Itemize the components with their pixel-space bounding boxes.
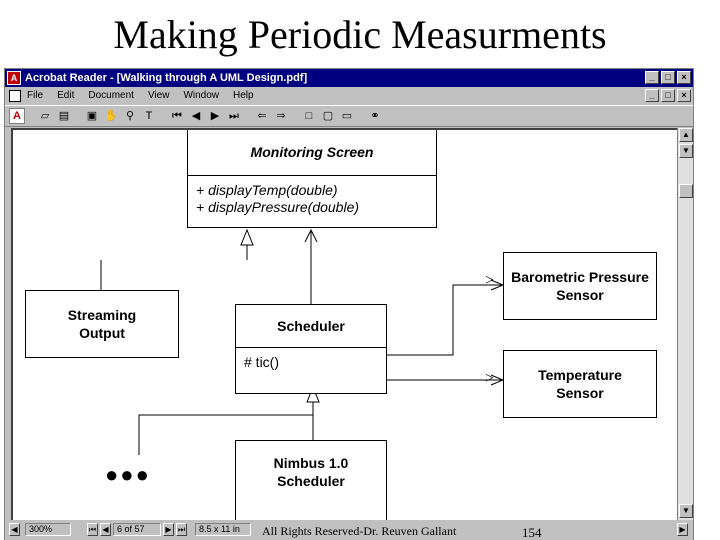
scroll-bottom-icon[interactable]: ▼ bbox=[679, 504, 693, 518]
next-page-icon[interactable]: ▶ bbox=[210, 110, 220, 122]
menubar bbox=[5, 87, 693, 105]
close-button[interactable]: × bbox=[677, 71, 691, 84]
menu-view[interactable]: View bbox=[147, 90, 170, 101]
last-page-icon[interactable]: ⏭ bbox=[229, 110, 239, 122]
association-arrow-label: > bbox=[485, 370, 495, 387]
print-icon[interactable]: ▤ bbox=[58, 110, 70, 122]
page-size-field: 8.5 x 11 in bbox=[195, 523, 251, 536]
method-display-pressure: + displayPressure(double) bbox=[196, 199, 360, 215]
document-view[interactable] bbox=[11, 128, 677, 520]
maximize-button[interactable]: □ bbox=[661, 71, 675, 84]
page-only-icon[interactable]: ▣ bbox=[86, 110, 98, 122]
class-name: Nimbus 1.0 Scheduler bbox=[273, 455, 349, 489]
last-page-button[interactable]: ⏭ bbox=[177, 525, 186, 534]
minimize-button[interactable]: _ bbox=[645, 71, 659, 84]
find-icon[interactable]: ⚭ bbox=[370, 110, 380, 122]
menu-document[interactable]: Document bbox=[88, 90, 134, 101]
class-nimbus-scheduler bbox=[235, 440, 387, 520]
class-methods bbox=[188, 175, 436, 222]
hand-icon[interactable]: ✋ bbox=[104, 110, 118, 122]
doc-minimize-button[interactable]: _ bbox=[645, 89, 659, 102]
window-titlebar[interactable] bbox=[5, 69, 693, 87]
acrobat-app-icon[interactable]: A bbox=[7, 71, 21, 85]
menu-window[interactable]: Window bbox=[183, 90, 220, 101]
fit-width-icon[interactable]: ▭ bbox=[341, 110, 353, 122]
association-arrow-label: > bbox=[485, 272, 495, 289]
scroll-right-icon[interactable]: ▶ bbox=[677, 523, 688, 536]
window-title: Acrobat Reader - [Walking through A UML Design.pdf] bbox=[25, 72, 308, 84]
class-methods bbox=[236, 347, 386, 377]
scroll-thumb[interactable] bbox=[679, 184, 693, 198]
scroll-left-icon[interactable]: ◀ bbox=[9, 523, 20, 536]
scroll-down-icon[interactable]: ▼ bbox=[679, 144, 693, 158]
class-temperature-sensor bbox=[503, 350, 657, 418]
toolbar bbox=[5, 105, 693, 127]
first-page-icon[interactable]: ⏮ bbox=[172, 110, 182, 122]
go-forward-icon[interactable]: ⇒ bbox=[276, 110, 286, 122]
class-name: Temperature Sensor bbox=[538, 367, 622, 401]
text-select-icon[interactable]: T bbox=[145, 110, 153, 122]
vertical-scrollbar[interactable] bbox=[677, 128, 693, 520]
prev-page-icon[interactable]: ◀ bbox=[191, 110, 201, 122]
method-tic: # tic() bbox=[244, 354, 279, 370]
actual-size-icon[interactable]: □ bbox=[305, 110, 313, 122]
doc-close-button[interactable]: × bbox=[677, 89, 691, 102]
method-display-temp: + displayTemp(double) bbox=[196, 182, 338, 198]
open-icon[interactable]: ▱ bbox=[40, 110, 50, 122]
class-streaming-output bbox=[25, 290, 179, 358]
class-barometric-pressure-sensor bbox=[503, 252, 657, 320]
copyright-footer: All Rights Reserved-Dr. Reuven Gallant bbox=[262, 524, 457, 538]
class-name: Monitoring Screen bbox=[250, 144, 374, 160]
class-monitoring-screen bbox=[187, 128, 437, 228]
acrobat-logo-icon[interactable]: A bbox=[9, 108, 25, 124]
class-name: Scheduler bbox=[277, 318, 345, 334]
first-page-button[interactable]: ⏮ bbox=[88, 525, 97, 534]
prev-page-button[interactable]: ◀ bbox=[100, 523, 111, 536]
doc-restore-button[interactable]: □ bbox=[661, 89, 675, 102]
menu-file[interactable]: File bbox=[27, 90, 44, 101]
ellipsis-marker: ●●● bbox=[105, 462, 151, 487]
page-number: 154 bbox=[522, 525, 542, 540]
menu-edit[interactable]: Edit bbox=[57, 90, 75, 101]
fit-page-icon[interactable]: ▢ bbox=[322, 110, 334, 122]
class-scheduler bbox=[235, 304, 387, 394]
class-name: Barometric Pressure Sensor bbox=[511, 269, 649, 303]
zoom-level-field[interactable]: 300% bbox=[25, 523, 71, 536]
document-icon[interactable] bbox=[9, 90, 21, 102]
scroll-up-icon[interactable]: ▲ bbox=[679, 128, 693, 142]
menu-help[interactable]: Help bbox=[233, 90, 254, 101]
page-indicator[interactable]: 6 of 57 bbox=[113, 523, 161, 536]
go-back-icon[interactable]: ⇐ bbox=[257, 110, 267, 122]
slide-title: Making Periodic Measurments bbox=[113, 12, 607, 57]
zoom-icon[interactable]: ⚲ bbox=[125, 110, 135, 122]
class-name: Streaming Output bbox=[67, 307, 137, 341]
next-page-button[interactable]: ▶ bbox=[163, 523, 174, 536]
acrobat-window bbox=[4, 68, 694, 540]
